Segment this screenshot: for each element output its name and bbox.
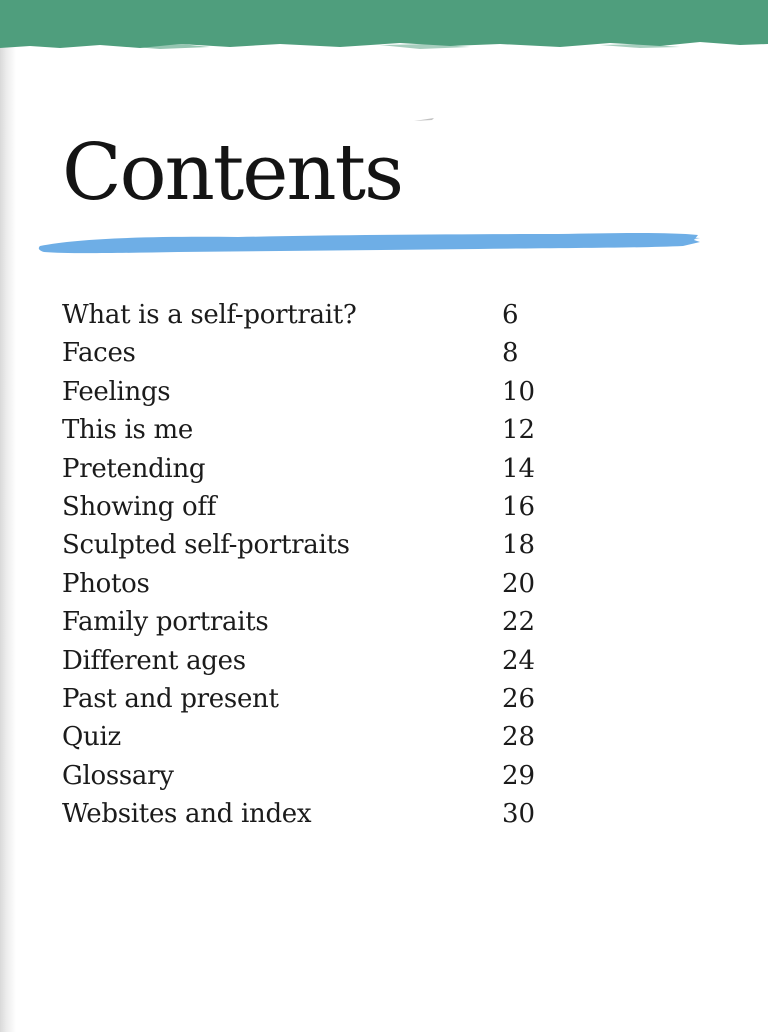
paint-speck: [414, 118, 434, 122]
toc-entry-page: 16: [502, 491, 536, 522]
toc-entry-page: 26: [502, 683, 536, 714]
toc-entry-label: Family portraits: [62, 607, 269, 638]
toc-entry-label: Faces: [62, 338, 136, 369]
toc-entry-page: 20: [502, 568, 536, 599]
toc-entry-page: 29: [502, 760, 536, 791]
toc-entry[interactable]: [62, 296, 582, 334]
toc-entry-label: Websites and index: [62, 799, 312, 830]
toc-entry[interactable]: [62, 488, 582, 526]
green-paint-band: [0, 0, 768, 58]
toc-entry-label: This is me: [62, 415, 193, 446]
title-underline-brushstroke: [38, 226, 700, 262]
toc-entry-page: 14: [502, 453, 536, 484]
toc-entry[interactable]: [62, 450, 582, 488]
toc-entry-page: 8: [502, 338, 519, 369]
toc-entry[interactable]: [62, 334, 582, 372]
toc-entry-page: 10: [502, 376, 536, 407]
toc-entry-label: Glossary: [62, 760, 174, 791]
toc-entry-label: Past and present: [62, 683, 279, 714]
toc-entry[interactable]: [62, 526, 582, 564]
toc-entry-label: Different ages: [62, 645, 246, 676]
page-title: Contents: [62, 128, 402, 218]
toc-entry-page: 6: [502, 300, 519, 330]
table-of-contents: [62, 296, 582, 833]
toc-entry[interactable]: [62, 718, 582, 756]
toc-entry-label: Sculpted self-portraits: [62, 530, 350, 561]
page-gutter-shadow: [0, 0, 16, 1032]
toc-entry-label: Photos: [62, 568, 150, 599]
toc-entry-label: Feelings: [62, 376, 171, 407]
toc-entry[interactable]: [62, 411, 582, 449]
toc-entry[interactable]: [62, 757, 582, 795]
toc-entry[interactable]: [62, 373, 582, 411]
toc-entry-page: 28: [502, 722, 536, 753]
toc-entry[interactable]: [62, 642, 582, 680]
toc-entry[interactable]: [62, 680, 582, 718]
toc-entry-label: Pretending: [62, 453, 206, 484]
toc-entry-label: Quiz: [62, 722, 121, 753]
toc-entry-page: 30: [502, 799, 536, 830]
toc-entry-page: 18: [502, 530, 536, 561]
toc-entry-page: 12: [502, 415, 536, 446]
toc-entry-label: What is a self-portrait?: [62, 300, 357, 330]
toc-entry[interactable]: [62, 795, 582, 833]
toc-entry-page: 22: [502, 607, 536, 638]
toc-entry-label: Showing off: [62, 491, 217, 522]
toc-entry-page: 24: [502, 645, 536, 676]
toc-entry[interactable]: [62, 603, 582, 641]
toc-entry[interactable]: [62, 565, 582, 603]
